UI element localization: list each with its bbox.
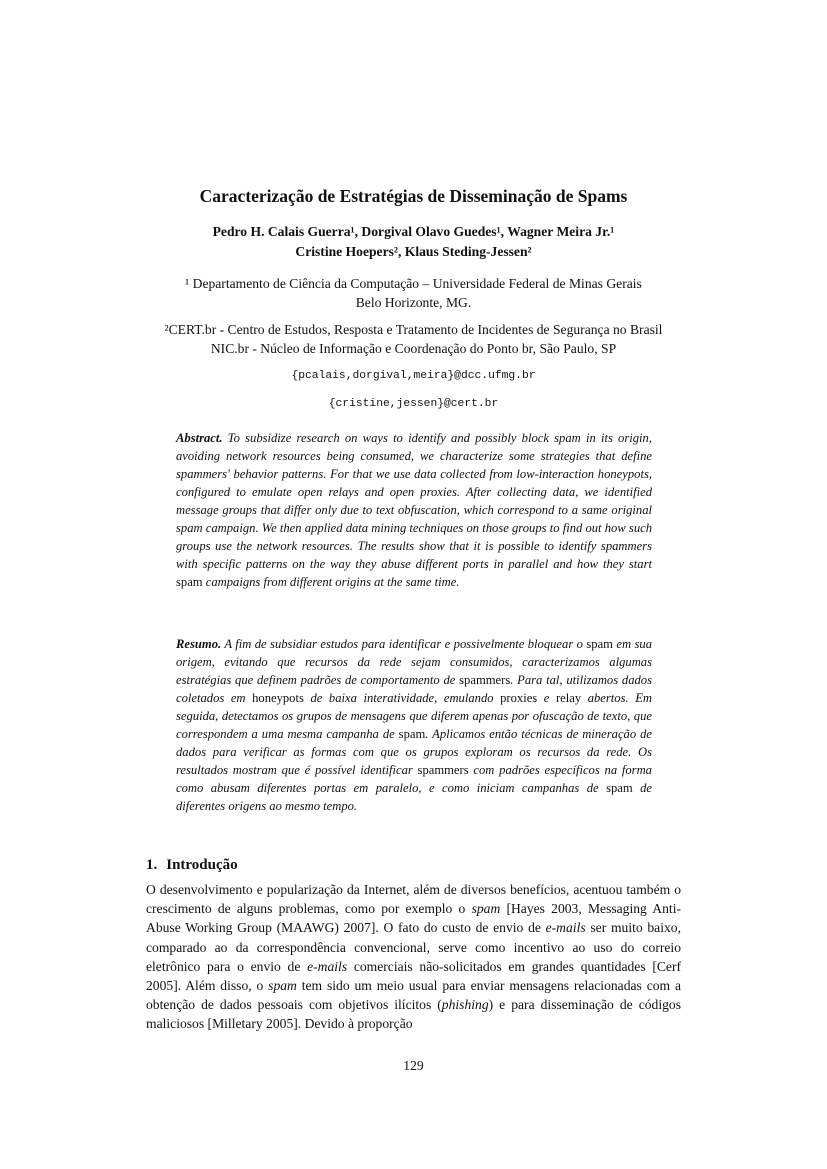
resumo-term: spammers	[417, 763, 469, 777]
abstract-label: Abstract.	[176, 431, 223, 445]
resumo-term: relay	[555, 691, 582, 705]
resumo-term: spam	[606, 781, 633, 795]
resumo-text: de baixa interatividade, emulando	[303, 691, 501, 705]
author-line: Pedro H. Calais Guerra¹, Dorgival Olavo Guedes¹, Wagner Meira Jr.¹	[212, 224, 615, 239]
section-heading	[146, 857, 238, 874]
author-list	[0, 222, 827, 262]
resumo-text: A fim de subsidiar estudos para identificar e possivelmente bloquear o	[221, 637, 587, 651]
affiliation-line: ¹ Departamento de Ciência da Computação – Universidade Federal de Minas Gerais	[185, 276, 642, 291]
affiliation-line: ²CERT.br - Centro de Estudos, Resposta e Tratamento de Incidentes de Segurança no Brasil	[164, 322, 663, 337]
resumo-term: proxies	[500, 691, 538, 705]
affiliation-line: NIC.br - Núcleo de Informação e Coordenação do Ponto br, São Paulo, SP	[210, 341, 617, 356]
resumo-term: honeypots	[252, 691, 304, 705]
section-number: 1.	[146, 857, 158, 873]
abstract-text: campaigns from different origins at the same time.	[202, 575, 460, 589]
body-text: [Hayes 2003, Messaging Anti-Abuse Working Group (MAAWG) 2007]. O fato do custo de envio de	[146, 901, 681, 936]
resumo-text: e	[537, 691, 556, 705]
paper-title: Caracterização de Estratégias de Disseminação de Spams	[199, 186, 628, 206]
email-address: {cristine,jessen}@cert.br	[328, 398, 499, 410]
intro-paragraph	[146, 880, 681, 1034]
abstract-term: spam	[176, 575, 203, 589]
resumo-text: de diferentes origens ao mesmo tempo.	[176, 781, 652, 813]
body-text: ) e para disseminação de códigos maliciosos [Milletary 2005]. Devido à proporção	[146, 997, 681, 1032]
body-text: O desenvolvimento e popularização da Internet, além de diversos benefícios, acentuou também o crescimento de alguns problemas, como por exemplo o	[146, 882, 681, 917]
affiliation-2	[0, 320, 827, 358]
page-number: 129	[403, 1058, 424, 1073]
resumo-text: . Para tal, utilizamos dados coletados em	[176, 673, 652, 705]
resumo-text: com padrões específicos na forma como abusam diferentes portas em paralelo, e como iniciam campanhas de	[176, 763, 652, 795]
body-term: spam	[268, 978, 297, 994]
body-term: phishing	[441, 997, 489, 1013]
resumo-term: spammers	[459, 673, 511, 687]
body-term: spam	[471, 901, 501, 917]
email-address: {pcalais,dorgival,meira}@dcc.ufmg.br	[291, 370, 536, 382]
abstract-portuguese	[176, 635, 652, 815]
author-line: Cristine Hoepers², Klaus Steding-Jessen²	[295, 244, 532, 259]
resumo-text: abertos. Em seguida, detectamos os grupos de mensagens que diferem apenas por ofuscação de texto, que correspondem a uma mesma campanha de	[176, 691, 652, 741]
affiliation-1	[0, 274, 827, 312]
section-title: Introdução	[166, 857, 238, 873]
affiliation-line: Belo Horizonte, MG.	[355, 295, 472, 310]
resumo-label: Resumo.	[176, 637, 222, 651]
resumo-term: spam	[586, 637, 613, 651]
abstract-text: To subsidize research on ways to identify and possibly block spam in its origin, avoiding network resources being consumed, we characterize some strategies that define spammers' behavior patterns. For that we use data collected from low-interaction honeypots, configured to emulate open relays and open proxies. After collecting data, we identified message groups that differ only due to text obfuscation, which correspond to a same original spam campaign. We then applied data mining techniques on those groups to find out how such groups use the network resources. The results show that it is possible to identify spammers with specific patterns on the way they abuse different ports in parallel and how they start	[176, 431, 652, 571]
body-text: ser muito baixo, comparado ao da correspondência convencional, serve como incentivo ao uso do correio eletrônico para o envio de	[146, 920, 681, 974]
resumo-term: spam	[398, 727, 426, 741]
abstract-english	[176, 429, 652, 591]
resumo-text: . Aplicamos então técnicas de mineração de dados para verificar as formas com que os grupos exploram os recursos da rede. Os resultados mostram que é possível identificar	[176, 727, 652, 777]
body-term: e-mails	[545, 920, 586, 936]
body-text: comerciais não-solicitados em grandes quantidades [Cerf 2005]. Além disso, o	[146, 958, 682, 994]
body-text: tem sido um meio usual para enviar mensagens relacionadas com a obtenção de dados pessoais com objetivos ilícitos (	[146, 978, 681, 1013]
resumo-text: em sua origem, evitando que recursos da rede sejam consumidos, caracterizamos algumas estratégias que definem padrões de comportamento de	[176, 637, 652, 687]
body-term: e-mails	[307, 958, 348, 974]
